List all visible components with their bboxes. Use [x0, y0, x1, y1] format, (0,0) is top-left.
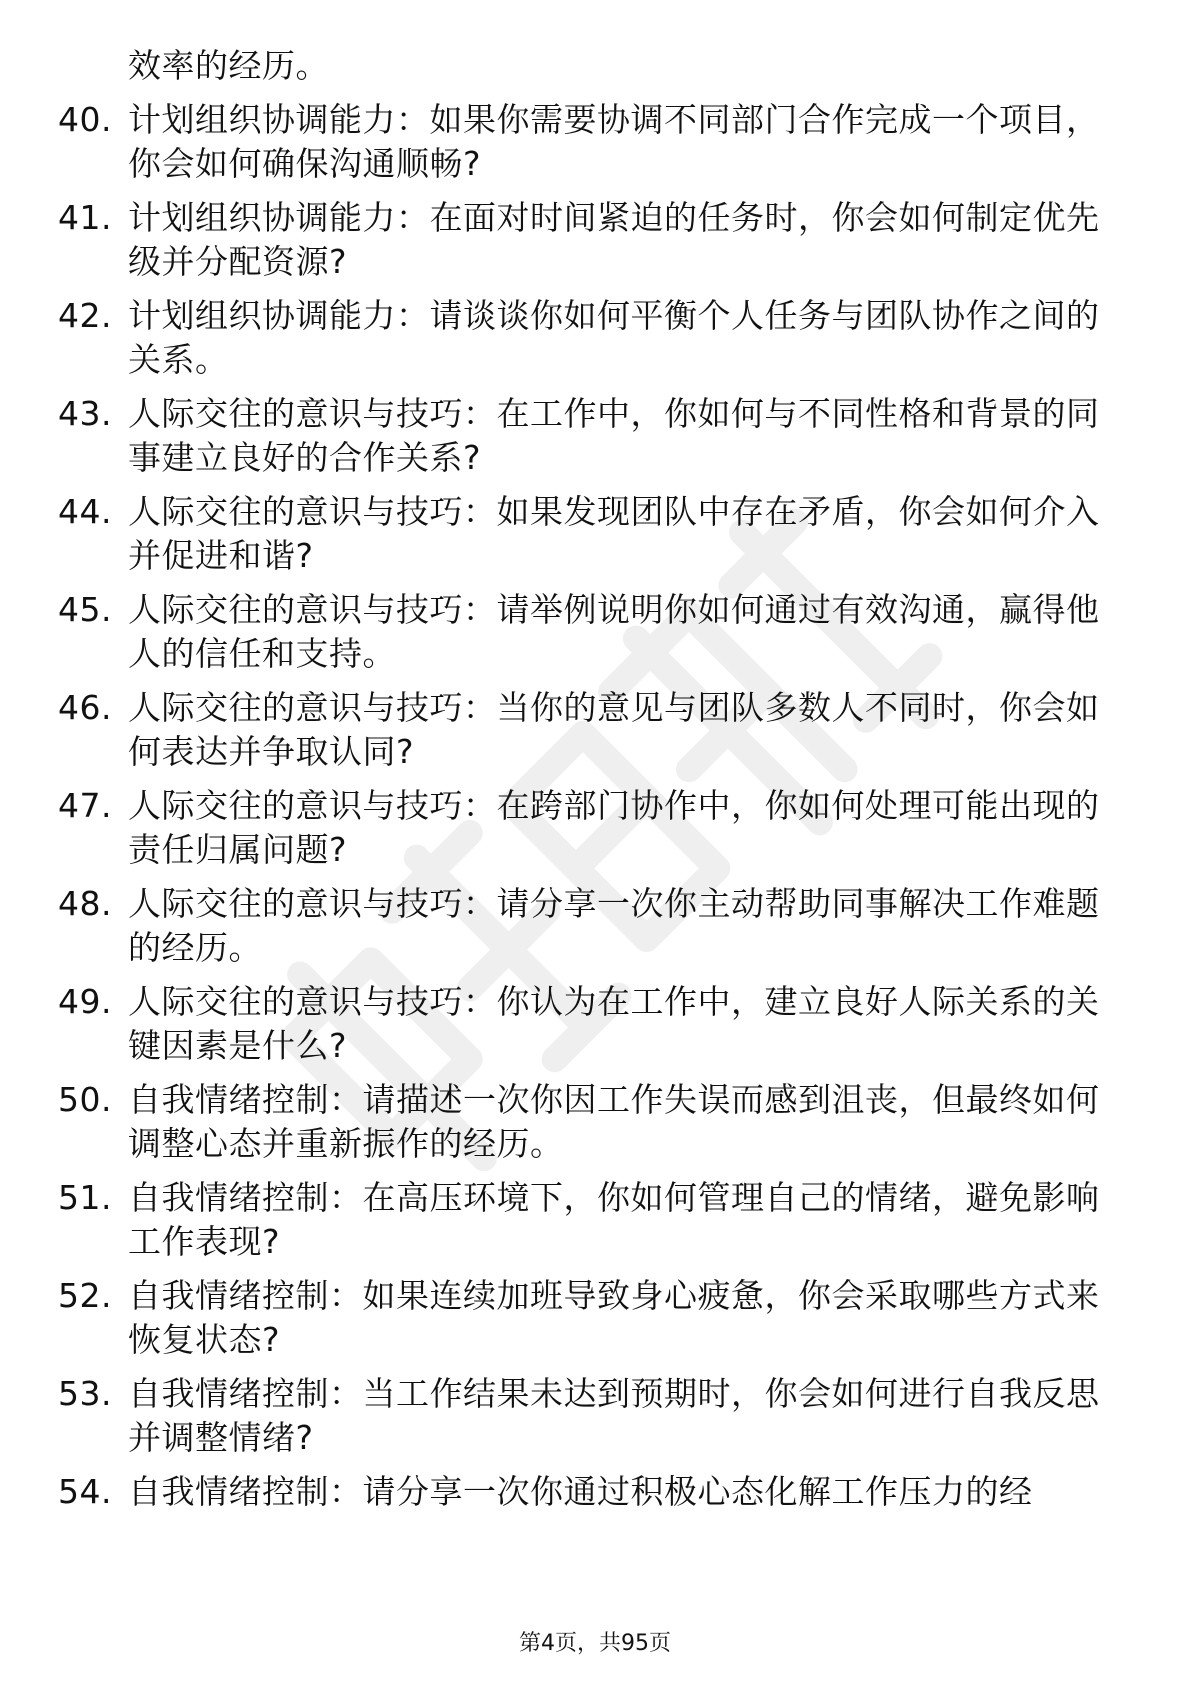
question-item	[58, 294, 1118, 382]
question-number: 43.	[58, 394, 112, 433]
question-text: 自我情绪控制：请分享一次你通过积极心态化解工作压力的经	[128, 1472, 1033, 1511]
question-number: 48.	[58, 884, 112, 923]
question-text: 计划组织协调能力：如果你需要协调不同部门合作完成一个项目，你会如何确保沟通顺畅?	[128, 100, 1100, 183]
questions-container	[58, 98, 1118, 1514]
question-item	[58, 784, 1118, 872]
question-number: 52.	[58, 1276, 112, 1315]
question-number: 45.	[58, 590, 112, 629]
question-number: 42.	[58, 296, 112, 335]
question-item	[58, 1372, 1118, 1460]
question-number: 51.	[58, 1178, 112, 1217]
question-text: 人际交往的意识与技巧：在工作中，你如何与不同性格和背景的同事建立良好的合作关系?	[128, 394, 1100, 477]
question-item	[58, 98, 1118, 186]
question-item	[58, 1176, 1118, 1264]
question-text: 人际交往的意识与技巧：请举例说明你如何通过有效沟通，赢得他人的信任和支持。	[128, 590, 1100, 673]
question-text: 人际交往的意识与技巧：当你的意见与团队多数人不同时，你会如何表达并争取认同?	[128, 688, 1100, 771]
question-number: 54.	[58, 1472, 112, 1511]
question-number: 46.	[58, 688, 112, 727]
continued-text: 效率的经历。	[128, 46, 329, 85]
question-number: 40.	[58, 100, 112, 139]
question-text: 人际交往的意识与技巧：你认为在工作中，建立良好人际关系的关键因素是什么?	[128, 982, 1100, 1065]
question-item	[58, 1470, 1118, 1514]
question-item	[58, 392, 1118, 480]
question-text: 人际交往的意识与技巧：在跨部门协作中，你如何处理可能出现的责任归属问题?	[128, 786, 1100, 869]
question-item	[58, 196, 1118, 284]
question-number: 47.	[58, 786, 112, 825]
question-text: 自我情绪控制：当工作结果未达到预期时，你会如何进行自我反思并调整情绪?	[128, 1374, 1100, 1457]
question-item	[58, 882, 1118, 970]
question-item	[58, 1274, 1118, 1362]
question-item	[58, 490, 1118, 578]
question-number: 44.	[58, 492, 112, 531]
question-number: 41.	[58, 198, 112, 237]
question-item	[58, 980, 1118, 1068]
question-text: 人际交往的意识与技巧：如果发现团队中存在矛盾，你会如何介入并促进和谐?	[128, 492, 1100, 575]
question-number: 50.	[58, 1080, 112, 1119]
question-text: 自我情绪控制：请描述一次你因工作失误而感到沮丧，但最终如何调整心态并重新振作的经历。	[128, 1080, 1100, 1163]
question-text: 计划组织协调能力：请谈谈你如何平衡个人任务与团队协作之间的关系。	[128, 296, 1100, 379]
question-text: 自我情绪控制：在高压环境下，你如何管理自己的情绪，避免影响工作表现?	[128, 1178, 1100, 1261]
question-item	[58, 686, 1118, 774]
question-text: 自我情绪控制：如果连续加班导致身心疲惫，你会采取哪些方式来恢复状态?	[128, 1276, 1100, 1359]
question-item	[58, 588, 1118, 676]
page-footer: 第4页，共95页	[519, 1631, 671, 1656]
question-list	[58, 44, 1118, 1524]
question-number: 49.	[58, 982, 112, 1021]
question-number: 53.	[58, 1374, 112, 1413]
question-text: 人际交往的意识与技巧：请分享一次你主动帮助同事解决工作难题的经历。	[128, 884, 1100, 967]
question-text: 计划组织协调能力：在面对时间紧迫的任务时，你会如何制定优先级并分配资源?	[128, 198, 1100, 281]
question-item	[58, 1078, 1118, 1166]
